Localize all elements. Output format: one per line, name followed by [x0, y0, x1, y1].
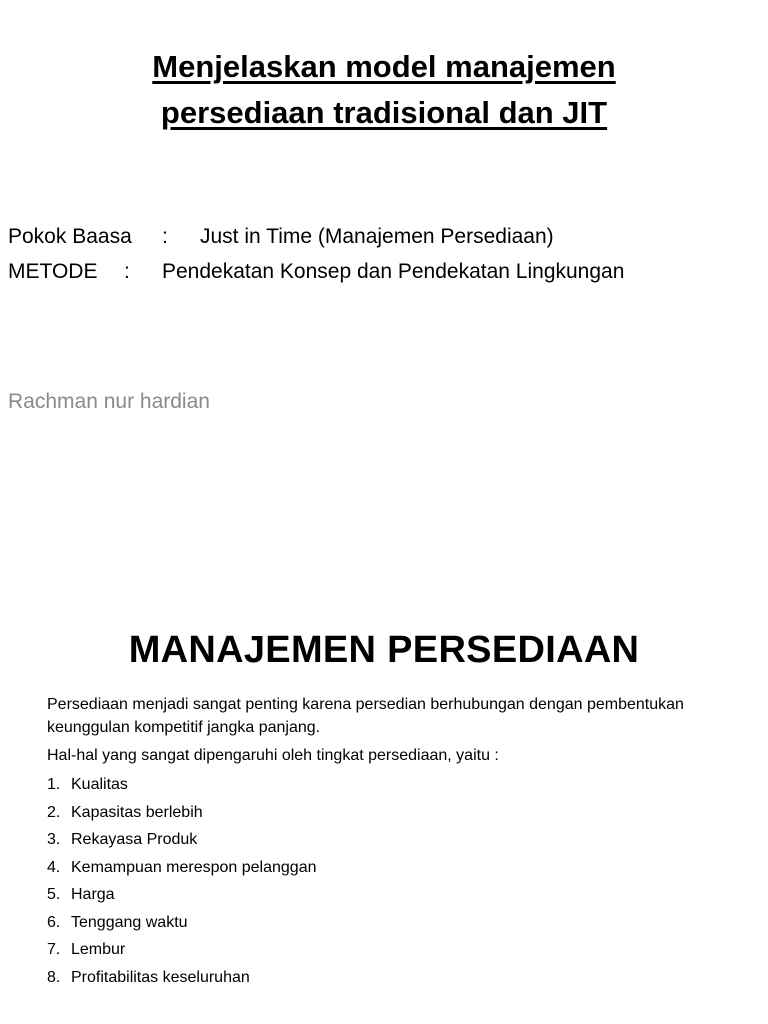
- list-item: [47, 799, 317, 827]
- list-item-number: 4.: [47, 858, 61, 876]
- slide-title-line-2: persediaan tradisional dan JIT: [160, 95, 608, 130]
- list-item: [47, 854, 317, 882]
- metode-label: METODE: [8, 260, 98, 283]
- list-item-number: 3.: [47, 831, 61, 848]
- slide-manajemen-persediaan: [0, 512, 768, 1024]
- list-item: [47, 909, 317, 937]
- list-item-text: Tenggang waktu: [71, 913, 188, 931]
- list-item-number: 8.: [47, 968, 61, 986]
- list-item-text: Profitabilitas keseluruhan: [71, 968, 250, 986]
- slide-title-line-1: Menjelaskan model manajemen: [152, 49, 616, 84]
- list-item: [47, 881, 317, 909]
- list-item-text: Kemampuan merespon pelanggan: [71, 858, 317, 876]
- list-lead-in: Hal-hal yang sangat dipengaruhi oleh tingkat persediaan, yaitu :: [47, 747, 499, 764]
- list-item-number: 1.: [47, 776, 61, 793]
- slide-title: [0, 44, 768, 136]
- list-item: [47, 964, 317, 992]
- list-item-text: Lembur: [71, 941, 126, 958]
- pokok-bahasan-value: Just in Time (Manajemen Persediaan): [200, 225, 554, 248]
- author-name: Rachman nur hardian: [8, 390, 210, 413]
- list-item-number: 5.: [47, 886, 61, 903]
- intro-paragraph: Persediaan menjadi sangat penting karena persedian berhubungan dengan pembentukan keunggulan kompetitif jangka panjang.: [47, 696, 684, 736]
- list-item-text: Harga: [71, 886, 115, 903]
- metode-value: Pendekatan Konsep dan Pendekatan Lingkungan: [162, 260, 625, 283]
- list-item-text: Kualitas: [71, 776, 128, 793]
- pokok-bahasan-colon: :: [162, 225, 168, 248]
- list-item: [47, 826, 317, 854]
- slide-2-title: MANAJEMEN PERSEDIAAN: [128, 629, 640, 671]
- pokok-bahasan-label: Pokok Baasa: [8, 225, 132, 248]
- list-item-number: 7.: [47, 941, 61, 958]
- list-item: [47, 771, 317, 799]
- factor-list: [47, 771, 317, 991]
- list-item-number: 6.: [47, 913, 61, 931]
- list-item-number: 2.: [47, 803, 61, 821]
- list-item: [47, 936, 317, 964]
- list-item-text: Kapasitas berlebih: [71, 803, 203, 821]
- metode-colon: :: [124, 260, 130, 283]
- list-item-text: Rekayasa Produk: [71, 831, 198, 848]
